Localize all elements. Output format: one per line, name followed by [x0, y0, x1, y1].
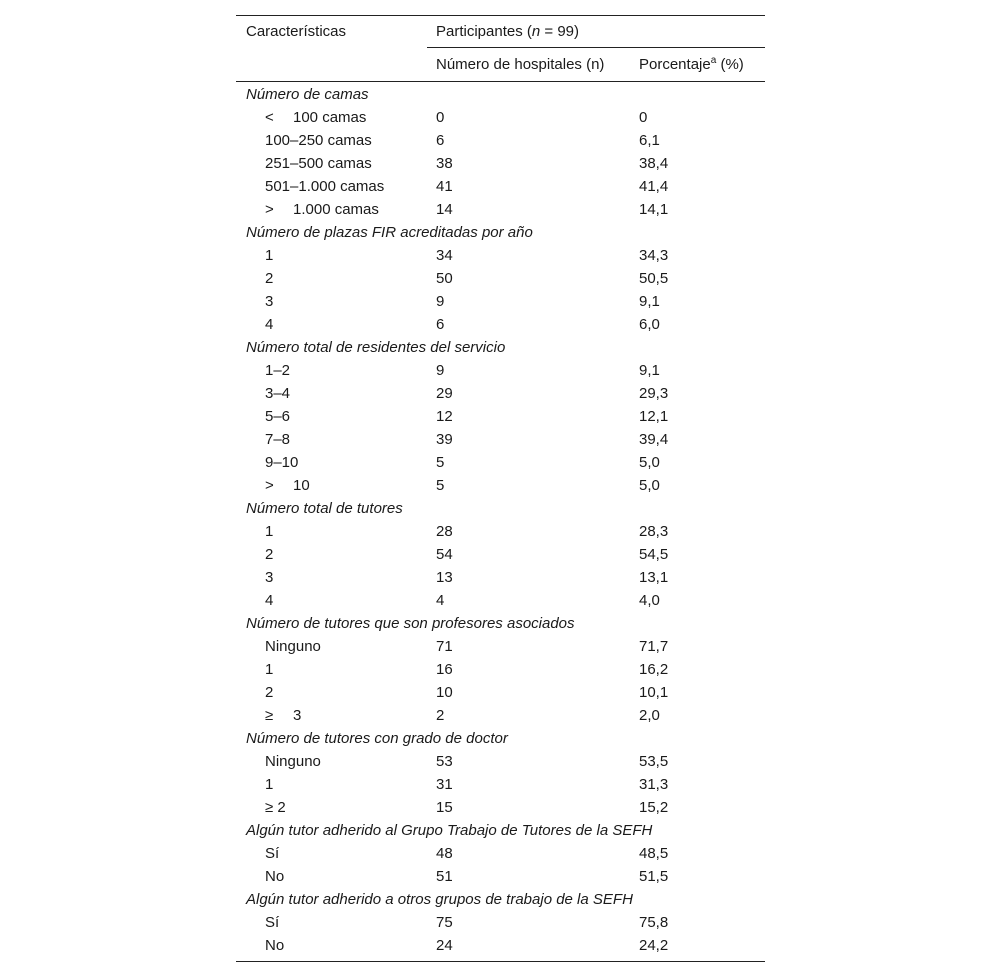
- row-label: [265, 451, 298, 474]
- hospital-count-cell: 4: [436, 592, 445, 609]
- percentage-cell: 6,1: [639, 132, 660, 149]
- percentage-cell: 29,3: [639, 385, 669, 402]
- percentage-cell: 31,3: [639, 776, 669, 793]
- table-row: [236, 865, 765, 888]
- hospital-count-cell: 6: [436, 132, 445, 149]
- row-label: [265, 428, 290, 451]
- section-header-row: [236, 221, 765, 244]
- row-label: [265, 796, 286, 819]
- row-label: [265, 750, 321, 773]
- section-title: Número de plazas FIR acreditadas por año: [246, 224, 533, 241]
- percentage-cell: 10,1: [639, 684, 669, 701]
- hospital-count-cell: 9: [436, 293, 445, 310]
- percentage-cell: 71,7: [639, 638, 669, 655]
- percentage-cell: 48,5: [639, 845, 669, 862]
- hospital-count-cell: 5: [436, 477, 445, 494]
- row-label: [265, 474, 310, 497]
- subheader-percentage: Porcentaje$^a$ (%): [639, 55, 744, 73]
- percentage-cell: 5,0: [639, 454, 660, 471]
- table-row: [236, 658, 765, 681]
- row-label-text: 3–4: [265, 385, 291, 402]
- row-label: [265, 704, 301, 727]
- hospital-count-cell: 29: [436, 385, 453, 402]
- row-label-text: 100 camas: [293, 109, 367, 126]
- hospital-count-cell: 71: [436, 638, 453, 655]
- comparison-symbol: <: [265, 109, 274, 126]
- section-header-row: [236, 727, 765, 750]
- row-label: [265, 129, 372, 152]
- hospital-count-cell: 9: [436, 362, 445, 379]
- percentage-cell: 39,4: [639, 431, 669, 448]
- row-label-text: 4: [265, 592, 274, 609]
- subheader-hospital-count: Número de hospitales (n): [436, 56, 605, 73]
- row-label: [265, 934, 284, 957]
- section-title: Número total de tutores: [246, 500, 403, 517]
- row-label-text: 1: [265, 776, 274, 793]
- table-row: [236, 635, 765, 658]
- percentage-cell: 34,3: [639, 247, 669, 264]
- row-label-text: 2: [265, 684, 274, 701]
- characteristics-table: [236, 15, 765, 962]
- hospital-count-cell: 38: [436, 155, 453, 172]
- hospital-count-cell: 28: [436, 523, 453, 540]
- hospital-count-cell: 41: [436, 178, 453, 195]
- row-label-text: 5–6: [265, 408, 291, 425]
- row-label-text: Sí: [265, 914, 280, 931]
- hospital-count-cell: 6: [436, 316, 445, 333]
- row-label-text: 3: [265, 293, 274, 310]
- table-row: [236, 428, 765, 451]
- header-characteristics: Características: [246, 23, 347, 40]
- row-label: [265, 911, 279, 934]
- section-header-row: [236, 83, 765, 106]
- table-row: [236, 681, 765, 704]
- section-title: Número de camas: [246, 86, 369, 103]
- table-row: [236, 267, 765, 290]
- percentage-cell: 28,3: [639, 523, 669, 540]
- hospital-count-cell: 10: [436, 684, 453, 701]
- percentage-cell: 54,5: [639, 546, 669, 563]
- table-row: [236, 911, 765, 934]
- hospital-count-cell: 39: [436, 431, 453, 448]
- table-row: [236, 474, 765, 497]
- row-label: [265, 635, 321, 658]
- percentage-cell: 9,1: [639, 362, 660, 379]
- row-label: [265, 543, 273, 566]
- table-row: [236, 589, 765, 612]
- table-row: [236, 290, 765, 313]
- percentage-cell: 9,1: [639, 293, 660, 310]
- section-title: Número de tutores con grado de doctor: [246, 730, 508, 747]
- percentage-cell: 50,5: [639, 270, 669, 287]
- row-label-text: Ninguno: [265, 638, 321, 655]
- row-label: [265, 198, 379, 221]
- table-row: [236, 198, 765, 221]
- row-label-text: ≥ 2: [265, 799, 286, 816]
- row-label: [265, 865, 284, 888]
- percentage-cell: 14,1: [639, 201, 669, 218]
- table-header-row: [236, 16, 765, 48]
- row-label-text: 1.000 camas: [293, 201, 379, 218]
- table-row: [236, 382, 765, 405]
- table-row: [236, 106, 765, 129]
- row-label: [265, 842, 279, 865]
- row-label-text: 251–500 camas: [265, 155, 372, 172]
- section-header-row: [236, 336, 765, 359]
- row-label-text: 2: [265, 270, 274, 287]
- row-label-text: 1–2: [265, 362, 291, 379]
- table-row: [236, 934, 765, 957]
- percentage-cell: 24,2: [639, 937, 669, 954]
- row-label: [265, 106, 366, 129]
- percentage-cell: 13,1: [639, 569, 669, 586]
- row-label: [265, 773, 273, 796]
- hospital-count-cell: 51: [436, 868, 453, 885]
- percentage-cell: 41,4: [639, 178, 669, 195]
- table-row: [236, 842, 765, 865]
- hospital-count-cell: 31: [436, 776, 453, 793]
- table-row: [236, 566, 765, 589]
- comparison-symbol: >: [265, 477, 274, 494]
- hospital-count-cell: 13: [436, 569, 453, 586]
- percentage-cell: 4,0: [639, 592, 660, 609]
- percentage-cell: 16,2: [639, 661, 669, 678]
- table-row: [236, 244, 765, 267]
- hospital-count-cell: 5: [436, 454, 445, 471]
- table-row: [236, 152, 765, 175]
- section-header-row: [236, 888, 765, 911]
- comparison-symbol: >: [265, 201, 274, 218]
- section-title: Algún tutor adherido a otros grupos de trabajo de la SEFH: [246, 891, 633, 908]
- hospital-count-cell: 24: [436, 937, 453, 954]
- row-label: [265, 520, 273, 543]
- row-label: [265, 658, 273, 681]
- row-label: [265, 566, 273, 589]
- row-label-text: Sí: [265, 845, 280, 862]
- table-row: [236, 704, 765, 727]
- row-label-text: 7–8: [265, 431, 291, 448]
- row-label-text: 100–250 camas: [265, 132, 372, 149]
- row-label: [265, 313, 273, 336]
- percentage-cell: 5,0: [639, 477, 660, 494]
- hospital-count-cell: 0: [436, 109, 445, 126]
- percentage-cell: 75,8: [639, 914, 669, 931]
- row-label: [265, 405, 290, 428]
- row-label-text: 3: [293, 707, 302, 724]
- table-body: [236, 82, 765, 962]
- row-label: [265, 681, 273, 704]
- percentage-cell: 38,4: [639, 155, 669, 172]
- table-row: [236, 405, 765, 428]
- row-label-text: 501–1.000 camas: [265, 178, 385, 195]
- row-label-text: Ninguno: [265, 753, 321, 770]
- row-label: [265, 175, 384, 198]
- hospital-count-cell: 75: [436, 914, 453, 931]
- percentage-cell: 0: [639, 109, 648, 126]
- table-row: [236, 520, 765, 543]
- section-title: Algún tutor adherido al Grupo Trabajo de Tutores de la SEFH: [246, 822, 653, 839]
- row-label: [265, 267, 273, 290]
- row-label: [265, 382, 290, 405]
- percentage-cell: 15,2: [639, 799, 669, 816]
- percentage-cell: 2,0: [639, 707, 660, 724]
- table-row: [236, 175, 765, 198]
- row-label-text: 1: [265, 523, 274, 540]
- hospital-count-cell: 14: [436, 201, 453, 218]
- section-title: Número de tutores que son profesores asociados: [246, 615, 575, 632]
- table-row: [236, 750, 765, 773]
- row-label-text: 4: [265, 316, 274, 333]
- row-label-text: 1: [265, 661, 274, 678]
- section-title: Número total de residentes del servicio: [246, 339, 506, 356]
- row-label: [265, 290, 273, 313]
- row-label-text: 2: [265, 546, 274, 563]
- percentage-cell: 53,5: [639, 753, 669, 770]
- row-label-text: 9–10: [265, 454, 299, 471]
- table-row: [236, 359, 765, 382]
- hospital-count-cell: 54: [436, 546, 453, 563]
- hospital-count-cell: 2: [436, 707, 445, 724]
- row-label-text: 1: [265, 247, 274, 264]
- section-header-row: [236, 497, 765, 520]
- percentage-cell: 12,1: [639, 408, 669, 425]
- table-row: [236, 313, 765, 336]
- hospital-count-cell: 34: [436, 247, 453, 264]
- row-label-text: No: [265, 868, 285, 885]
- hospital-count-cell: 50: [436, 270, 453, 287]
- percentage-cell: 51,5: [639, 868, 669, 885]
- row-label-text: 10: [293, 477, 310, 494]
- hospital-count-cell: 48: [436, 845, 453, 862]
- table-row: [236, 129, 765, 152]
- hospital-count-cell: 15: [436, 799, 453, 816]
- table-row: [236, 773, 765, 796]
- section-header-row: [236, 819, 765, 842]
- row-label: [265, 359, 290, 382]
- table-row: [236, 796, 765, 819]
- percentage-cell: 6,0: [639, 316, 660, 333]
- table-row: [236, 543, 765, 566]
- row-label: [265, 244, 273, 267]
- row-label-text: No: [265, 937, 285, 954]
- header-participants: Participantes (n = 99): [436, 23, 579, 40]
- table-row: [236, 451, 765, 474]
- comparison-symbol: ≥: [265, 707, 274, 724]
- row-label-text: 3: [265, 569, 274, 586]
- table-subheader-row: [236, 48, 765, 82]
- section-header-row: [236, 612, 765, 635]
- row-label: [265, 152, 372, 175]
- hospital-count-cell: 53: [436, 753, 453, 770]
- hospital-count-cell: 16: [436, 661, 453, 678]
- row-label: [265, 589, 273, 612]
- hospital-count-cell: 12: [436, 408, 453, 425]
